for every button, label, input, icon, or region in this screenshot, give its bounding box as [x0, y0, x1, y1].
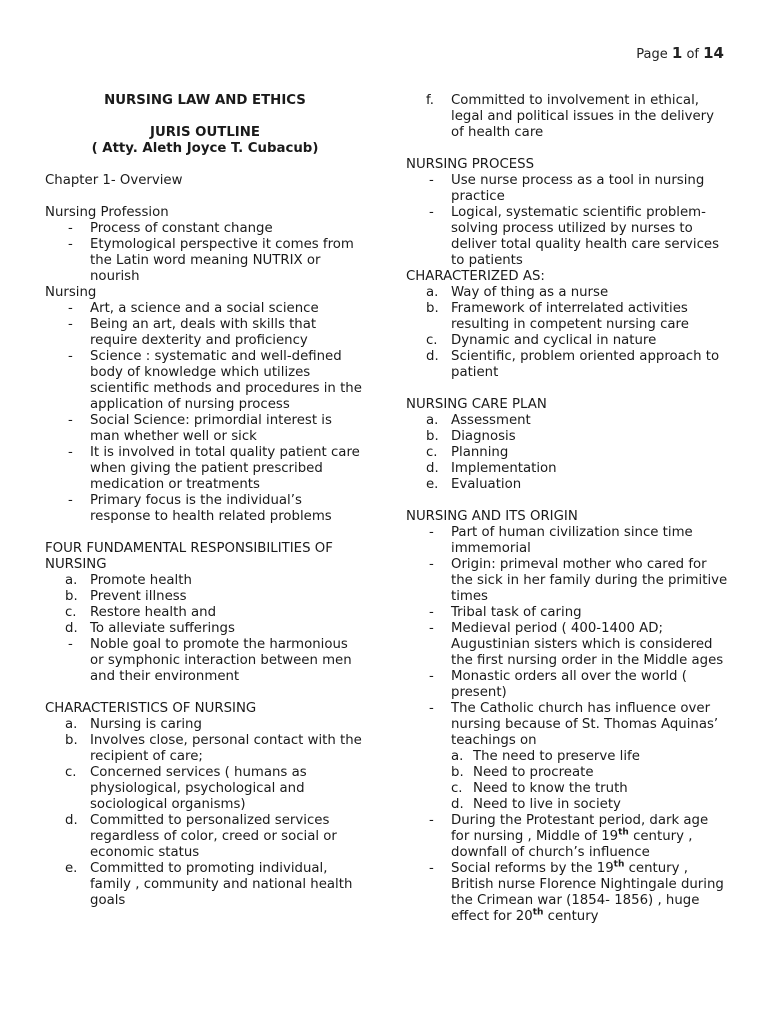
- list-item: [406, 349, 728, 381]
- list-text: Evaluation: [451, 477, 522, 492]
- list-text: century , downfall of church’s influence: [451, 829, 693, 860]
- origin-list: [406, 525, 728, 925]
- list-item: [406, 429, 728, 445]
- list-marker: a.: [65, 573, 78, 588]
- page-number: [636, 44, 724, 62]
- list-text: Planning: [451, 445, 509, 460]
- list-marker: e.: [426, 477, 439, 492]
- section-heading: CHARACTERISTICS OF NURSING: [45, 701, 257, 716]
- list-text: century: [543, 909, 599, 924]
- list-marker: a.: [451, 749, 464, 764]
- list-text: During the Protestant period, dark age for nursing , Middle of 19: [451, 813, 709, 844]
- list-marker: c.: [426, 445, 438, 460]
- list-text: Involves close, personal contact with the recipient of care;: [90, 733, 362, 764]
- list-marker: a.: [426, 285, 439, 300]
- list-text: Way of thing as a nurse: [451, 285, 609, 300]
- list-item: [406, 445, 728, 461]
- list-text: Need to know the truth: [473, 781, 628, 796]
- list-marker: a.: [426, 413, 439, 428]
- document-subtitle: JURIS OUTLINE: [150, 125, 260, 140]
- list-text: Restore health and: [90, 605, 217, 620]
- chapter-heading: Chapter 1- Overview: [45, 173, 183, 188]
- list-marker: d.: [451, 797, 464, 812]
- list-marker: b.: [65, 733, 78, 748]
- list-item: [451, 765, 728, 781]
- list-text: Framework of interrelated activities resulting in competent nursing care: [451, 301, 689, 332]
- section-heading: NURSING PROCESS: [406, 157, 535, 172]
- characterized-as-list: [406, 285, 728, 381]
- list-text: Committed to personalized services regardless of color, creed or social or economic status: [90, 813, 337, 860]
- list-text: Committed to involvement in ethical, legal and political issues in the delivery of health care: [451, 93, 714, 140]
- list-item: [451, 781, 728, 797]
- list-item: - Origin: primeval mother who cared for the sick in her family during the primitive times: [406, 557, 728, 605]
- list-marker: c.: [451, 781, 463, 796]
- list-marker: b.: [426, 429, 439, 444]
- list-marker: a.: [65, 717, 78, 732]
- list-text: The need to preserve life: [473, 749, 640, 764]
- list-item: [45, 813, 365, 861]
- list-item: - Primary focus is the individual’s response to health related problems: [45, 493, 365, 525]
- list-text: Concerned services ( humans as physiological, psychological and sociological organisms): [90, 765, 307, 812]
- list-item: - Being an art, deals with skills that require dexterity and proficiency: [45, 317, 365, 349]
- list-item: - Tribal task of caring: [406, 605, 728, 621]
- list-marker: b.: [426, 301, 439, 316]
- list-item: - Art, a science and a social science: [45, 301, 365, 317]
- list-item: [406, 413, 728, 429]
- list-item: - Monastic orders all over the world ( present): [406, 669, 728, 701]
- superscript: th: [613, 859, 625, 870]
- list-marker: b.: [65, 589, 78, 604]
- list-item: [45, 573, 365, 589]
- list-item: [406, 461, 728, 477]
- list-item: [406, 285, 728, 301]
- page-of: of: [686, 47, 699, 62]
- list-marker: b.: [451, 765, 464, 780]
- list-item: [406, 477, 728, 493]
- list-marker: d.: [426, 349, 439, 364]
- list-item: - Science : systematic and well-defined body of knowledge which utilizes scientific methods and procedures in the application of nursing process: [45, 349, 365, 413]
- section-heading: Nursing Profession: [45, 205, 169, 220]
- section-heading: Nursing: [45, 285, 97, 300]
- list-item: [45, 621, 365, 637]
- list-marker: d.: [65, 813, 78, 828]
- list-text: Dynamic and cyclical in nature: [451, 333, 657, 348]
- list-item: - It is involved in total quality patient care when giving the patient prescribed medication or treatments: [45, 445, 365, 493]
- list-item: - Noble goal to promote the harmonious or symphonic interaction between men and their environment: [45, 637, 365, 685]
- list-text: Committed to promoting individual, family , community and national health goals: [90, 861, 353, 908]
- list-text: Scientific, problem oriented approach to patient: [451, 349, 720, 380]
- list-text: Nursing is caring: [90, 717, 202, 732]
- list-text: Implementation: [451, 461, 557, 476]
- list-item: [406, 301, 728, 333]
- page-total: 14: [703, 44, 724, 62]
- list-item: [45, 717, 365, 733]
- list-item: - Logical, systematic scientific problem-solving process utilized by nurses to deliver total quality health care services to patients: [406, 205, 728, 269]
- fundamental-note-list: [45, 637, 365, 685]
- list-item: - Social Science: primordial interest is man whether well or sick: [45, 413, 365, 445]
- nursing-list: [45, 301, 365, 525]
- left-column: [45, 93, 365, 909]
- list-item: [406, 813, 728, 861]
- list-item: [45, 589, 365, 605]
- care-plan-list: [406, 413, 728, 493]
- page-current: 1: [671, 44, 683, 62]
- nursing-process-list: [406, 173, 728, 269]
- list-item: [451, 749, 728, 765]
- list-item: - Use nurse process as a tool in nursing practice: [406, 173, 728, 205]
- characteristics-list-continued: [406, 93, 728, 141]
- superscript: th: [618, 827, 629, 838]
- list-item: - Medieval period ( 400-1400 AD; Augustinian sisters which is considered the first nursing order in the Middle ages: [406, 621, 728, 669]
- document-title: NURSING LAW AND ETHICS: [104, 93, 306, 108]
- section-heading: FOUR FUNDAMENTAL RESPONSIBILITIES OF NURSING: [45, 541, 333, 572]
- superscript: th: [532, 907, 544, 918]
- list-item: [45, 605, 365, 621]
- list-item: - Process of constant change: [45, 221, 365, 237]
- list-text: Promote health: [90, 573, 192, 588]
- list-marker: f.: [426, 93, 434, 108]
- list-item: [406, 333, 728, 349]
- list-text: Need to procreate: [473, 765, 594, 780]
- aquinas-teachings-list: [451, 749, 728, 813]
- list-item: [45, 765, 365, 813]
- list-text: Assessment: [451, 413, 531, 428]
- section-heading: NURSING CARE PLAN: [406, 397, 547, 412]
- right-column: [406, 93, 728, 925]
- characteristics-list: [45, 717, 365, 909]
- list-text: Social reforms by the 19: [451, 861, 614, 876]
- nursing-profession-list: [45, 221, 365, 285]
- list-marker: d.: [426, 461, 439, 476]
- list-item: [45, 733, 365, 765]
- fundamental-responsibilities-list: [45, 573, 365, 637]
- list-text: The Catholic church has influence over nursing because of St. Thomas Aquinas’ teachings on: [451, 701, 719, 748]
- list-item: - Part of human civilization since time immemorial: [406, 525, 728, 557]
- document-title-block: [45, 93, 365, 157]
- list-item: [45, 861, 365, 909]
- list-text: Prevent illness: [90, 589, 187, 604]
- list-marker: c.: [65, 605, 77, 620]
- list-text: Diagnosis: [451, 429, 516, 444]
- list-text: Need to live in society: [473, 797, 621, 812]
- section-heading: NURSING AND ITS ORIGIN: [406, 509, 578, 524]
- list-item: - Etymological perspective it comes from the Latin word meaning NUTRIX or nourish: [45, 237, 365, 285]
- list-marker: e.: [65, 861, 78, 876]
- list-marker: c.: [65, 765, 77, 780]
- document-author: ( Atty. Aleth Joyce T. Cubacub): [91, 141, 319, 156]
- list-marker: d.: [65, 621, 78, 636]
- list-marker: c.: [426, 333, 438, 348]
- list-item: [406, 701, 728, 813]
- list-item: [406, 93, 728, 141]
- list-item: [406, 861, 728, 925]
- page-label: Page: [636, 47, 668, 62]
- list-text: century , British nurse Florence Nightingale during the Crimean war (1854- 1856) , huge effect for 20: [451, 861, 724, 924]
- section-heading: CHARACTERIZED AS:: [406, 269, 545, 284]
- list-text: To alleviate sufferings: [90, 621, 235, 636]
- list-item: [451, 797, 728, 813]
